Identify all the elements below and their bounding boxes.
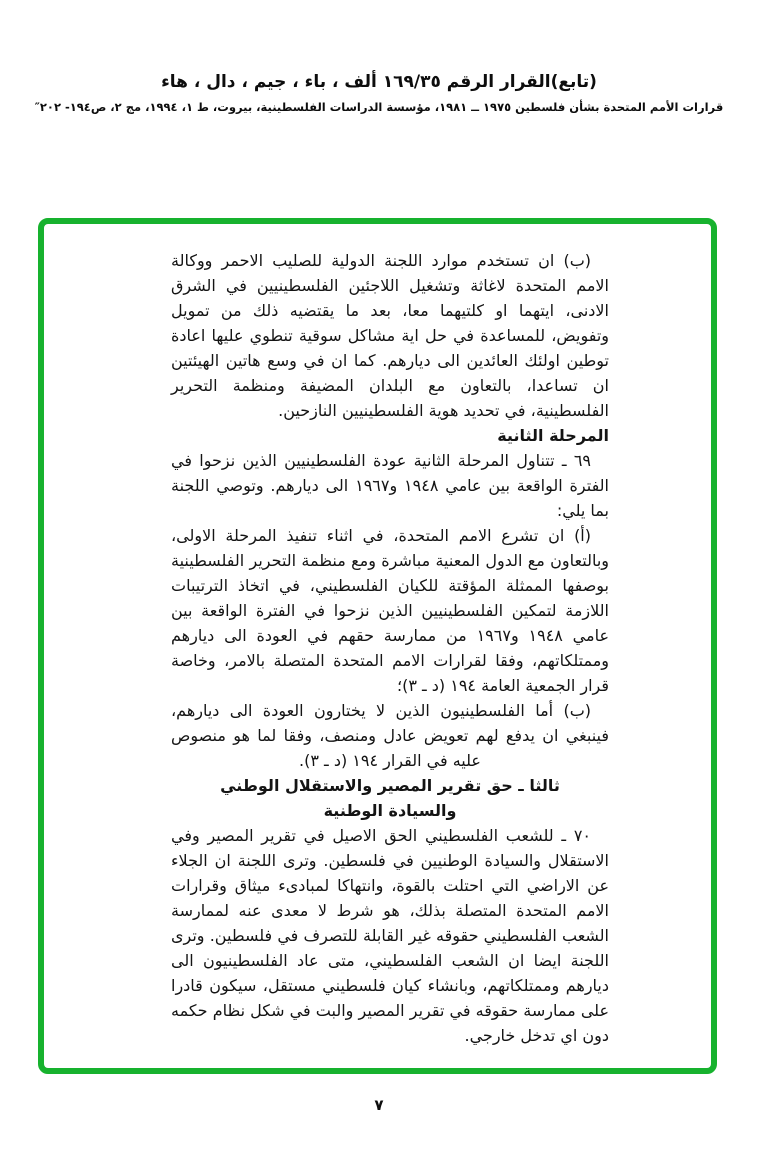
paragraph-a-return-arrangements: (أ) ان تشرع الامم المتحدة، في اثناء تنفيذ المرحلة الاولى، وبالتعاون مع الدول المعنية مباشرة ومع منظمة التحرير الفلسطينية بوصفها الممثلة المؤقتة للكيان الفلسطيني، في اتخاذ الترتيبات اللازمة لتمكين الفلسطينيين الذين نزحوا في الفترة الواقعة بين عامي ١٩٤٨ و١٩٦٧ من ممارسة حقهم في العودة الى ديارهم وممتلكاتهم، وفقا لقرارات الامم المتحدة المتصلة بالامر، وخاصة قرار الجمعية العامة ١٩٤ (د ـ ٣)؛ [171,526,610,695]
paragraph-b-compensation: (ب) أما الفلسطينيون الذين لا يختارون العودة الى ديارهم، فينبغي ان يدفع لهم تعويض عادل ومنصف، وفقا لما هو منصوص عليه في القرار ١٩٤ (د ـ ٣). [171,701,609,770]
heading-stage-two: المرحلة الثانية [497,426,609,445]
paragraph-70: ٧٠ ـ للشعب الفلسطيني الحق الاصيل في تقرير المصير وفي الاستقلال والسيادة الوطنيين في فلسطين. وترى اللجنة ان الجلاء عن الاراضي التي احتلت بالقوة، وانتهاكا لمبادىء ميثاق وقرارات الامم المتحدة المتصلة بذلك، هو شرط لا معدى عنه لممارسة الشعب الفلسطيني حقوقه غير القابلة للتصرف في فلسطين. وترى اللجنة ايضا ان الشعب الفلسطيني، متى عاد الفلسطينيون الى ديارهم وممتلكاتهم، وبانشاء كيان فلسطيني مستقل، سيكون قادرا على ممارسة حقوقه في تقرير المصير والبت في شكل نظام حكمه دون اي تدخل خارجي. [171,826,609,1045]
paragraph-69: ٦٩ ـ تتناول المرحلة الثانية عودة الفلسطينيين الذين نزحوا في الفترة الواقعة بين عامي ١٩٤٨ و١٩٦٧ الى ديارهم. وتوصي اللجنة بما يلي: [171,451,610,520]
heading-third-self-determination-line2: والسيادة الوطنية [323,801,457,820]
paragraph-b-phase-one: (ب) ان تستخدم موارد اللجنة الدولية للصليب الاحمر ووكالة الامم المتحدة لاغاثة وتشغيل اللاجئين الفلسطينيين في الشرق الادنى، ايتهما او كلتيهما معا، بعد ما يقتضيه ذلك من تمويل وتفويض، للمساعدة في حل اية مشاكل سوقية تنطوي عليها اعادة توطين اولئك العائدين الى ديارهم. كما ان في وسع هاتين الهيئتين ان تساعدا، بالتعاون مع البلدان المضيفة ومنظمة التحرير الفلسطينية، في تحديد هوية الفلسطينيين النازحين. [171,251,609,420]
document-text-column [171,248,609,1048]
document-title: (تابع)القرار الرقم ١٦٩/٣٥ ألف ، باء ، جيم ، دال ، هاء [161,72,597,92]
page-number: ٧ [374,1096,384,1114]
heading-third-self-determination-line1: ثالثا ـ حق تقرير المصير والاستقلال الوطني [220,776,560,795]
green-border-frame [38,218,717,1074]
document-subtitle-citation: قرارات الأمم المتحدة بشأن فلسطين ١٩٧٥ ــ ١٩٨١، مؤسسة الدراسات الفلسطينية، بيروت، ط ١، ١٩٩٤، مج ٢، ص١٩٤- ٢٠٢″ [34,100,724,114]
